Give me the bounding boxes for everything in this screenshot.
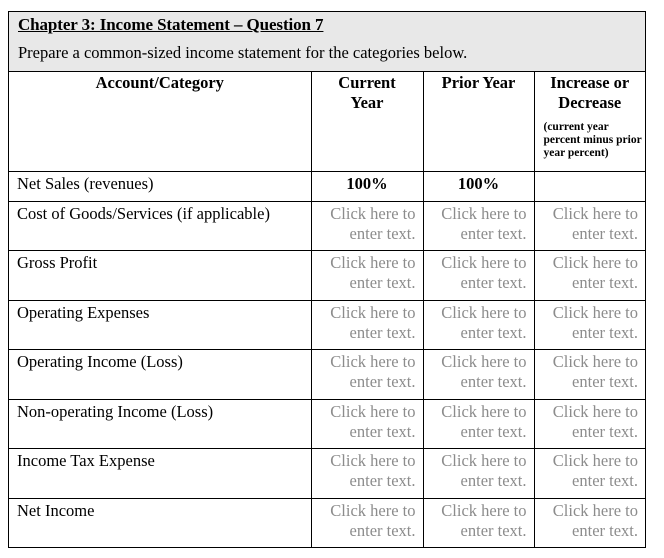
column-header-current-year: Current Year bbox=[311, 71, 423, 171]
question-sheet bbox=[8, 11, 646, 548]
current-year-value: 100% bbox=[311, 171, 423, 201]
prior-year-value: 100% bbox=[423, 171, 534, 201]
column-header-prior-year: Prior Year bbox=[423, 71, 534, 171]
change-header-note: (current year percent minus prior year percent) bbox=[543, 121, 642, 159]
current-year-field[interactable]: Click here to enter text. bbox=[311, 498, 423, 548]
change-value[interactable] bbox=[534, 171, 645, 201]
question-header bbox=[9, 12, 645, 72]
row-label: Operating Income (Loss) bbox=[9, 350, 311, 400]
table-row bbox=[9, 201, 645, 251]
prior-year-field[interactable]: Click here to enter text. bbox=[423, 201, 534, 251]
row-label: Gross Profit bbox=[9, 251, 311, 301]
table-row bbox=[9, 251, 645, 301]
table-row bbox=[9, 350, 645, 400]
change-field[interactable]: Click here to enter text. bbox=[534, 498, 645, 548]
table-row bbox=[9, 498, 645, 548]
table-header-row bbox=[9, 71, 645, 171]
table-row bbox=[9, 300, 645, 350]
question-title: Chapter 3: Income Statement – Question 7 bbox=[18, 15, 324, 34]
change-field[interactable]: Click here to enter text. bbox=[534, 300, 645, 350]
prior-year-field[interactable]: Click here to enter text. bbox=[423, 399, 534, 449]
change-field[interactable]: Click here to enter text. bbox=[534, 449, 645, 499]
current-year-field[interactable]: Click here to enter text. bbox=[311, 449, 423, 499]
prior-year-field[interactable]: Click here to enter text. bbox=[423, 449, 534, 499]
row-label: Net Sales (revenues) bbox=[9, 171, 311, 201]
table-row bbox=[9, 171, 645, 201]
current-year-field[interactable]: Click here to enter text. bbox=[311, 201, 423, 251]
prior-year-field[interactable]: Click here to enter text. bbox=[423, 251, 534, 301]
row-label: Non-operating Income (Loss) bbox=[9, 399, 311, 449]
change-field[interactable]: Click here to enter text. bbox=[534, 251, 645, 301]
table-row bbox=[9, 449, 645, 499]
question-instructions: Prepare a common-sized income statement for the categories below. bbox=[18, 43, 468, 62]
table-row bbox=[9, 399, 645, 449]
change-field[interactable]: Click here to enter text. bbox=[534, 350, 645, 400]
change-field[interactable]: Click here to enter text. bbox=[534, 201, 645, 251]
row-label: Cost of Goods/Services (if applicable) bbox=[9, 201, 311, 251]
prior-year-field[interactable]: Click here to enter text. bbox=[423, 350, 534, 400]
column-header-account: Account/Category bbox=[9, 71, 311, 171]
current-year-field[interactable]: Click here to enter text. bbox=[311, 350, 423, 400]
current-year-field[interactable]: Click here to enter text. bbox=[311, 251, 423, 301]
current-year-field[interactable]: Click here to enter text. bbox=[311, 300, 423, 350]
change-header-label: Increase or Decrease bbox=[550, 73, 630, 112]
column-header-change bbox=[534, 71, 645, 171]
current-year-field[interactable]: Click here to enter text. bbox=[311, 399, 423, 449]
income-statement-table bbox=[9, 71, 645, 548]
prior-year-field[interactable]: Click here to enter text. bbox=[423, 300, 534, 350]
prior-year-field[interactable]: Click here to enter text. bbox=[423, 498, 534, 548]
change-field[interactable]: Click here to enter text. bbox=[534, 399, 645, 449]
row-label: Operating Expenses bbox=[9, 300, 311, 350]
row-label: Income Tax Expense bbox=[9, 449, 311, 499]
row-label: Net Income bbox=[9, 498, 311, 548]
